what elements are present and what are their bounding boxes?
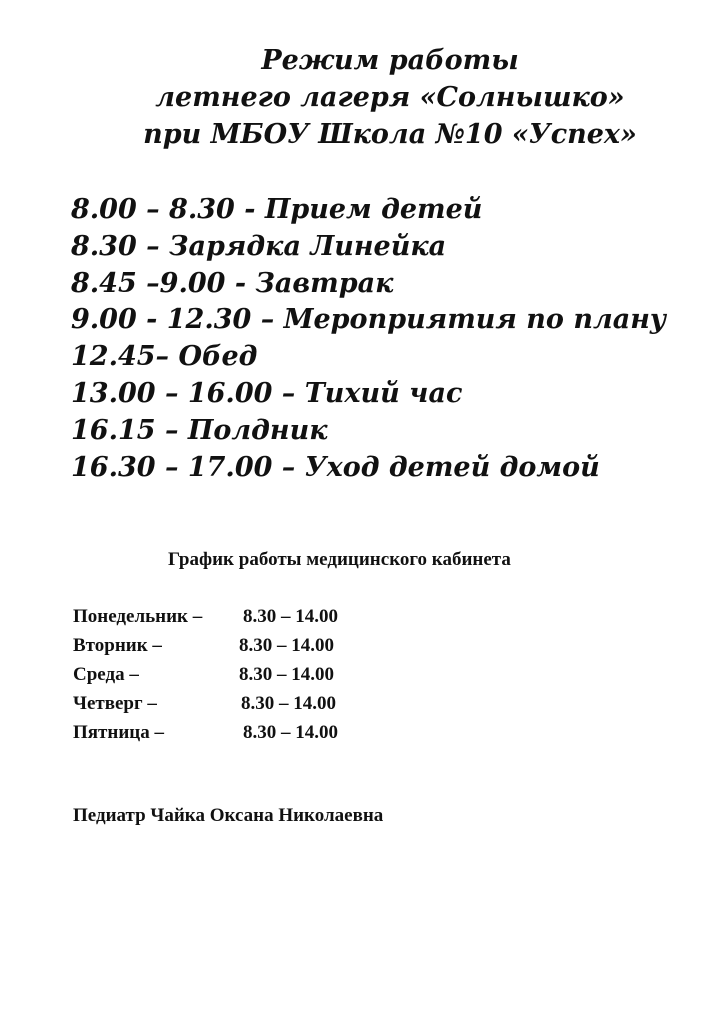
hours-value: 8.30 – 14.00 — [243, 606, 338, 627]
schedule-row: 12.45– Обед — [71, 341, 258, 373]
day-label: Пятница – — [73, 722, 164, 743]
schedule-row: 16.15 – Полдник — [71, 414, 328, 446]
hours-value: 8.30 – 14.00 — [241, 693, 336, 714]
schedule-row: 8.30 – Зарядка Линейка — [71, 230, 447, 262]
day-label: Понедельник – — [73, 606, 203, 627]
hours-value: 8.30 – 14.00 — [239, 635, 334, 656]
day-label: Четверг – — [73, 693, 157, 714]
schedule-row: 13.00 – 16.00 – Тихий час — [71, 377, 463, 409]
hours-value: 8.30 – 14.00 — [239, 664, 334, 685]
title-line-1: Режим работы — [261, 45, 519, 76]
title-line-2: летнего лагеря «Солнышко» — [155, 82, 625, 113]
schedule-row: 9.00 - 12.30 – Мероприятия по плану — [71, 304, 667, 336]
pediatrician-name: Педиатр Чайка Оксана Николаевна — [73, 805, 384, 826]
schedule-row: 16.30 – 17.00 – Уход детей домой — [71, 451, 600, 483]
camp-schedule — [71, 192, 666, 486]
day-label: Вторник – — [73, 635, 162, 656]
day-label: Среда – — [73, 664, 139, 685]
document-title — [0, 42, 724, 153]
schedule-row: 8.45 –9.00 - Завтрак — [71, 267, 394, 299]
hours-value: 8.30 – 14.00 — [243, 722, 338, 743]
title-line-3: при МБОУ Школа №10 «Успех» — [143, 119, 637, 150]
medical-office-title: График работы медицинского кабинета — [168, 549, 511, 570]
schedule-row: 8.00 – 8.30 - Прием детей — [71, 194, 483, 225]
